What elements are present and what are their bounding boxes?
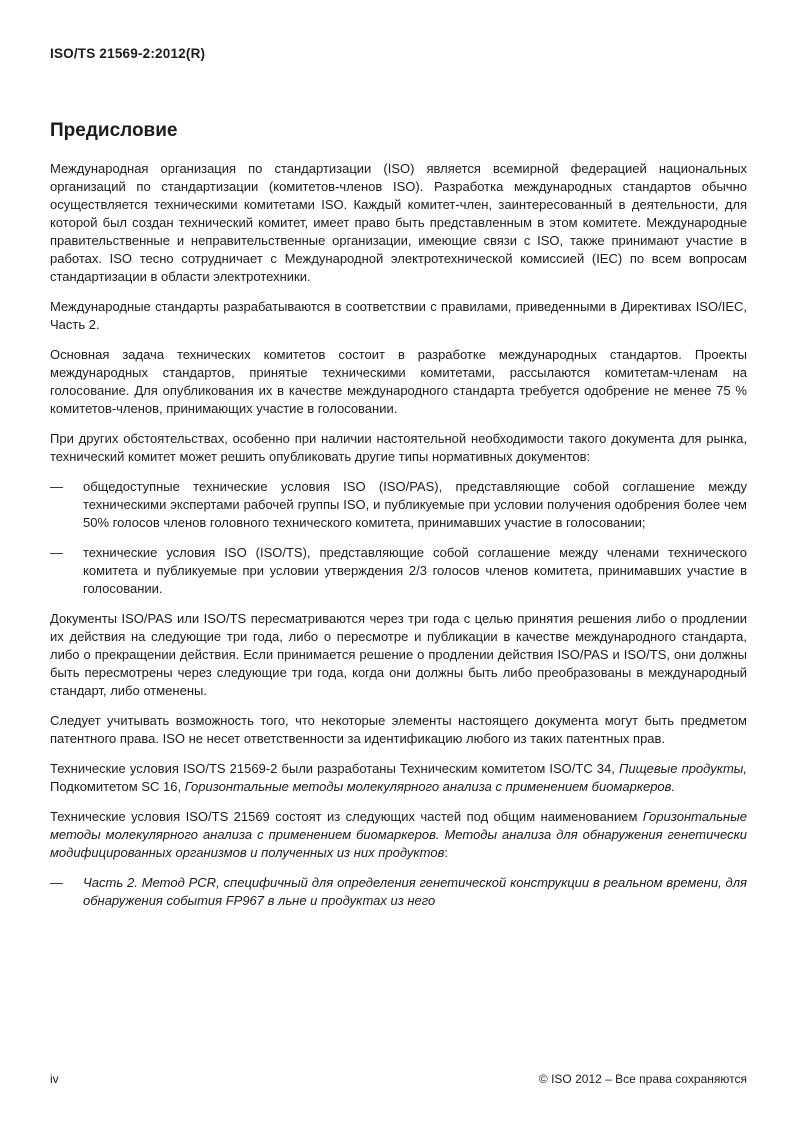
page-number: iv bbox=[50, 1072, 59, 1086]
list-item-part2 bbox=[50, 874, 747, 910]
text-run-italic: Горизонтальные методы молекулярного анализа с применением биомаркеров. bbox=[184, 779, 676, 794]
text-run: Подкомитетом SC 16, bbox=[50, 779, 185, 794]
document-reference-header: ISO/TS 21569-2:2012(R) bbox=[50, 46, 206, 61]
list-item-iso-pas bbox=[50, 478, 747, 532]
text-run-italic: Пищевые продукты, bbox=[618, 761, 747, 776]
paragraph-directives: Международные стандарты разрабатываются в соответствии с правилами, приведенными в Директивах ISO/IEC, Часть 2. bbox=[50, 299, 747, 332]
paragraph-series-parts bbox=[50, 808, 747, 862]
dash-list-marker: — bbox=[50, 545, 63, 560]
list-item-iso-ts bbox=[50, 544, 747, 598]
list-item-text: технические условия ISO (ISO/TS), представляющие собой соглашение между членами технического комитета и публикуемые при условии утверждения 2/3 голосов членов комитета, принимавших участие в голосовании. bbox=[83, 545, 747, 596]
section-title: Предисловие bbox=[50, 120, 178, 141]
paragraph-committee-task: Основная задача технических комитетов состоит в разработке международных стандартов. Проекты международных стандартов, принятые техническими комитетами, рассылаются комитетам-членам на голосование. Для опубликования их в качестве международного стандарта требуется одобрение не менее 75 % комитетов-членов, принимающих участие в голосовании. bbox=[50, 347, 747, 416]
copyright-notice: © ISO 2012 – Все права сохраняются bbox=[538, 1072, 747, 1086]
text-run: Технические условия ISO/TS 21569-2 были разработаны Техническим комитетом ISO/TC 34, bbox=[50, 761, 619, 776]
text-run: Технические условия ISO/TS 21569 состоят из следующих частей под общим наименованием bbox=[50, 809, 643, 824]
list-item-text: общедоступные технические условия ISO (ISO/PAS), представляющие собой соглашение между техническими экспертами рабочей группы ISO, и публикуемые при условии получения одобрения более чем 50% голосов членов головного технического комитета, принимавших участие в голосовании; bbox=[83, 479, 747, 530]
dash-list-marker: — bbox=[50, 479, 63, 494]
list-item-text: Часть 2. Метод PCR, специфичный для определения генетической конструкции в реальном времени, для обнаружения события FP967 в льне и продуктах из него bbox=[83, 875, 747, 908]
text-run-italic: Горизонтальные методы молекулярного анализа с применением биомаркеров. Методы анализа для обнаружения генетически модифицированных организмов и полученных из них продуктов bbox=[50, 809, 747, 860]
paragraph-patent-rights: Следует учитывать возможность того, что некоторые элементы настоящего документа могут быть предметом патентного права. ISO не несет ответственности за идентификацию любого из таких патентных прав. bbox=[50, 713, 747, 746]
page-footer bbox=[50, 1072, 747, 1086]
paragraph-iso-federation: Международная организация по стандартизации (ISO) является всемирной федерацией национальных организаций по стандартизации (комитетов-членов ISO). Разработка международных стандартов обычно осуществляется техническими комитетами ISO. Каждый комитет-член, заинтересованный в деятельности, для которой был создан технический комитет, имеет право быть представленным в этом комитете. Международные правительственные и неправительственные организации, имеющие связи с ISO, также принимают участие в работах. ISO тесно сотрудничает с Международной электротехнической комиссией (IEC) по всем вопросам стандартизации в области электротехники. bbox=[50, 161, 747, 284]
dash-list-marker: — bbox=[50, 875, 63, 890]
document-body bbox=[50, 160, 747, 922]
text-run: : bbox=[444, 845, 448, 860]
paragraph-committee-attribution bbox=[50, 760, 747, 796]
paragraph-other-documents: При других обстоятельствах, особенно при наличии настоятельной необходимости такого документа для рынка, технический комитет может решить опубликовать другие типы нормативных документов: bbox=[50, 431, 747, 464]
paragraph-review-cycle: Документы ISO/PAS или ISO/TS пересматриваются через три года с целью принятия решения либо о продлении их действия на следующие три года, либо о пересмотре и публикации в качестве международного стандарта, либо о прекращении действия. Если принимается решение о продлении действия ISO/PAS и ISO/TS, они должны быть пересмотрены через следующие три года, когда они должны быть либо преобразованы в международный стандарт, либо отменены. bbox=[50, 611, 747, 698]
